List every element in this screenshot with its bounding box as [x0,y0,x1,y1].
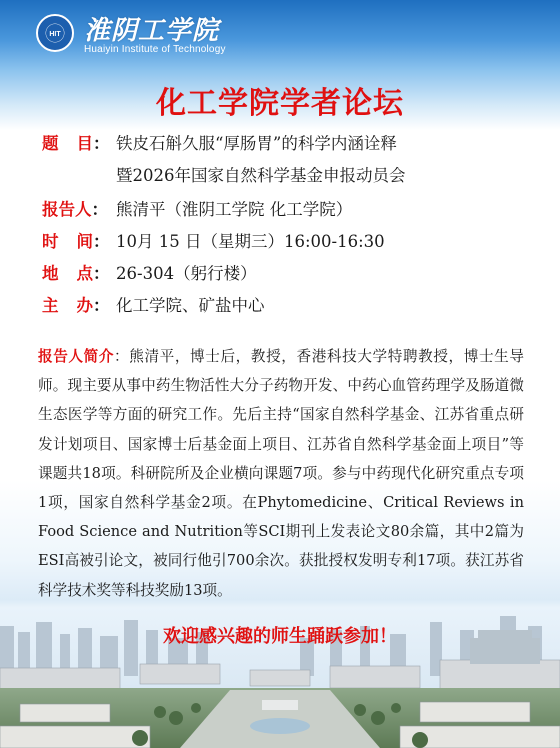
place-row [42,256,542,288]
topic-value [116,128,406,192]
topic-line-1: 铁皮石斛久服“厚肠胃”的科学内涵诠释 [116,134,397,153]
time-label: 时 间： [42,232,110,251]
topic-row [42,128,542,192]
place-value: 26-304（躬行楼） [116,264,257,283]
time-row [42,224,542,256]
place-label: 地 点： [42,264,110,283]
poster-title: 化工学院学者论坛 [156,86,404,121]
school-name-en: Huaiyin Institute of Technology [84,44,226,55]
school-name-cn: 淮阴工学院 [84,16,220,46]
speaker-label: 报告人： [42,200,108,219]
welcome-message: 欢迎感兴趣的师生踊跃参加！ [163,626,397,647]
topic-label: 题 目： [42,134,110,153]
speaker-value: 熊清平（淮阴工学院 化工学院） [116,200,353,219]
time-value: 10月 15 日（星期三）16:00-16:30 [116,232,385,251]
host-label: 主 办： [42,296,110,315]
bio-text: ：熊清平，博士后，教授，香港科技大学特聘教授，博士生导师。现主要从事中药生物活性大分子药物开发、中药心血管药理学及肠道微生态医学等方面的研究工作。先后主持“国家自然科学基金、江苏省重点研发计划项目、国家博士后基金面上项目、江苏省自然科学基金面上项目”等课题共18项。科研院所及企业横向课题7项。参与中药现代化研究重点专项1项，国家自然科学基金2项。在Phytomedicine、Critical Reviews in Food Science and Nutrition等SCI期刊上发表论文80余篇，其中2篇为ESI高被引论文，被同行他引700余次。获批授权发明专利17项。获江苏省科学技术奖等科技奖励13项。 [38,348,524,599]
bio-label: 报告人简介 [38,348,115,365]
speaker-row [42,192,542,224]
svg-text:HIT: HIT [49,31,61,38]
speaker-bio [38,342,524,605]
host-value: 化工学院、矿盐中心 [116,296,265,315]
host-row [42,288,542,320]
school-emblem-icon [36,14,74,52]
school-header [36,8,266,60]
event-details [42,128,542,320]
topic-line-2: 暨2026年国家自然科学基金申报动员会 [116,166,406,185]
